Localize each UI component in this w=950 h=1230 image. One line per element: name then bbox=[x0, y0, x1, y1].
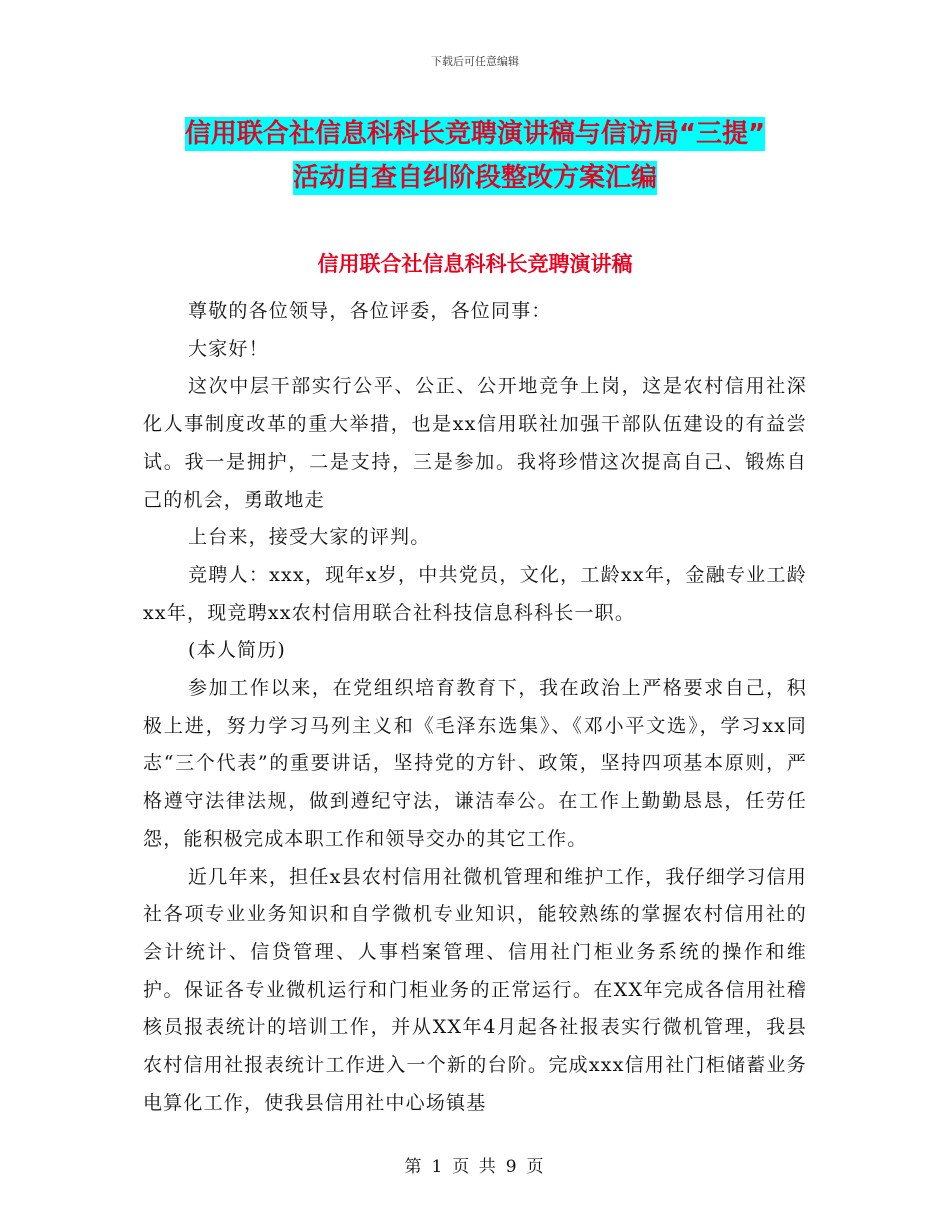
paragraph-intro-cont: 上台来，接受大家的评判。 bbox=[188, 526, 431, 549]
paragraph-political: 参加工作以来，在党组织培育教育下，我在政治上严格要求自己，积极上进，努力学习马列主义和《毛泽东选集》、《邓小平文选》，学习xx同志“三个代表”的重要讲话，坚持党的方针、政策，坚持四项基本原则，严格遵守法律法规，做到遵纪守法，谦洁奉公。在工作上勤勤恳恳，任劳任怨，能积极完成本职工作和领导交办的其它工作。 bbox=[143, 677, 807, 850]
page-number: 1 bbox=[431, 1157, 445, 1177]
header-note: 下载后可任意编辑 bbox=[431, 55, 519, 68]
document-title bbox=[0, 112, 950, 200]
title-line-1: 信用联合社信息科科长竞聘演讲稿与信访局“三提” bbox=[184, 119, 766, 149]
paragraph-salutation: 尊敬的各位领导，各位评委，各位同事： bbox=[188, 300, 552, 322]
paragraph-resume: (本人简历) bbox=[188, 639, 287, 662]
paragraph-candidate: 竞聘人：xxx，现年x岁，中共党员，文化，工龄xx年，金融专业工龄xx年，现竞聘xx农村信用联合社科技信息科科长一职。 bbox=[143, 563, 807, 624]
page-total: 9 bbox=[505, 1157, 519, 1177]
paragraph-greeting: 大家好！ bbox=[188, 337, 269, 360]
page-footer bbox=[0, 1152, 950, 1177]
title-line-2: 活动自查自纠阶段整改方案汇编 bbox=[292, 163, 657, 193]
paragraph-work: 近几年来，担任x县农村信用社微机管理和维护工作，我仔细学习信用社各项专业业务知识和自学微机专业知识，能较熟练的掌握农村信用社的会计统计、信贷管理、人事档案管理、信用社门柜业务系统的操作和维护。保证各专业微机运行和门柜业务的正常运行。在XX年完成各信用社稽核员报表统计的培训工作，并从XX年4月起各社报表实行微机管理，我县农村信用社报表统计工作进入一个新的台阶。完成xxx信用社门柜储蓄业务电算化工作，使我县信用社中心场镇基 bbox=[143, 865, 807, 1114]
paragraph-intro: 这次中层干部实行公平、公正、公开地竞争上岗，这是农村信用社深化人事制度改革的重大举措，也是xx信用联社加强干部队伍建设的有益尝试。我一是拥护，二是支持，三是参加。我将珍惜这次提高自己、锻炼自己的机会，勇敢地走 bbox=[143, 375, 807, 511]
section-title: 信用联合社信息科科长竞聘演讲稿 bbox=[317, 252, 633, 276]
body-text bbox=[143, 293, 807, 1122]
footer-prefix: 第 bbox=[404, 1157, 424, 1177]
footer-suffix: 页 bbox=[526, 1157, 546, 1177]
footer-middle: 页 共 bbox=[452, 1157, 498, 1177]
